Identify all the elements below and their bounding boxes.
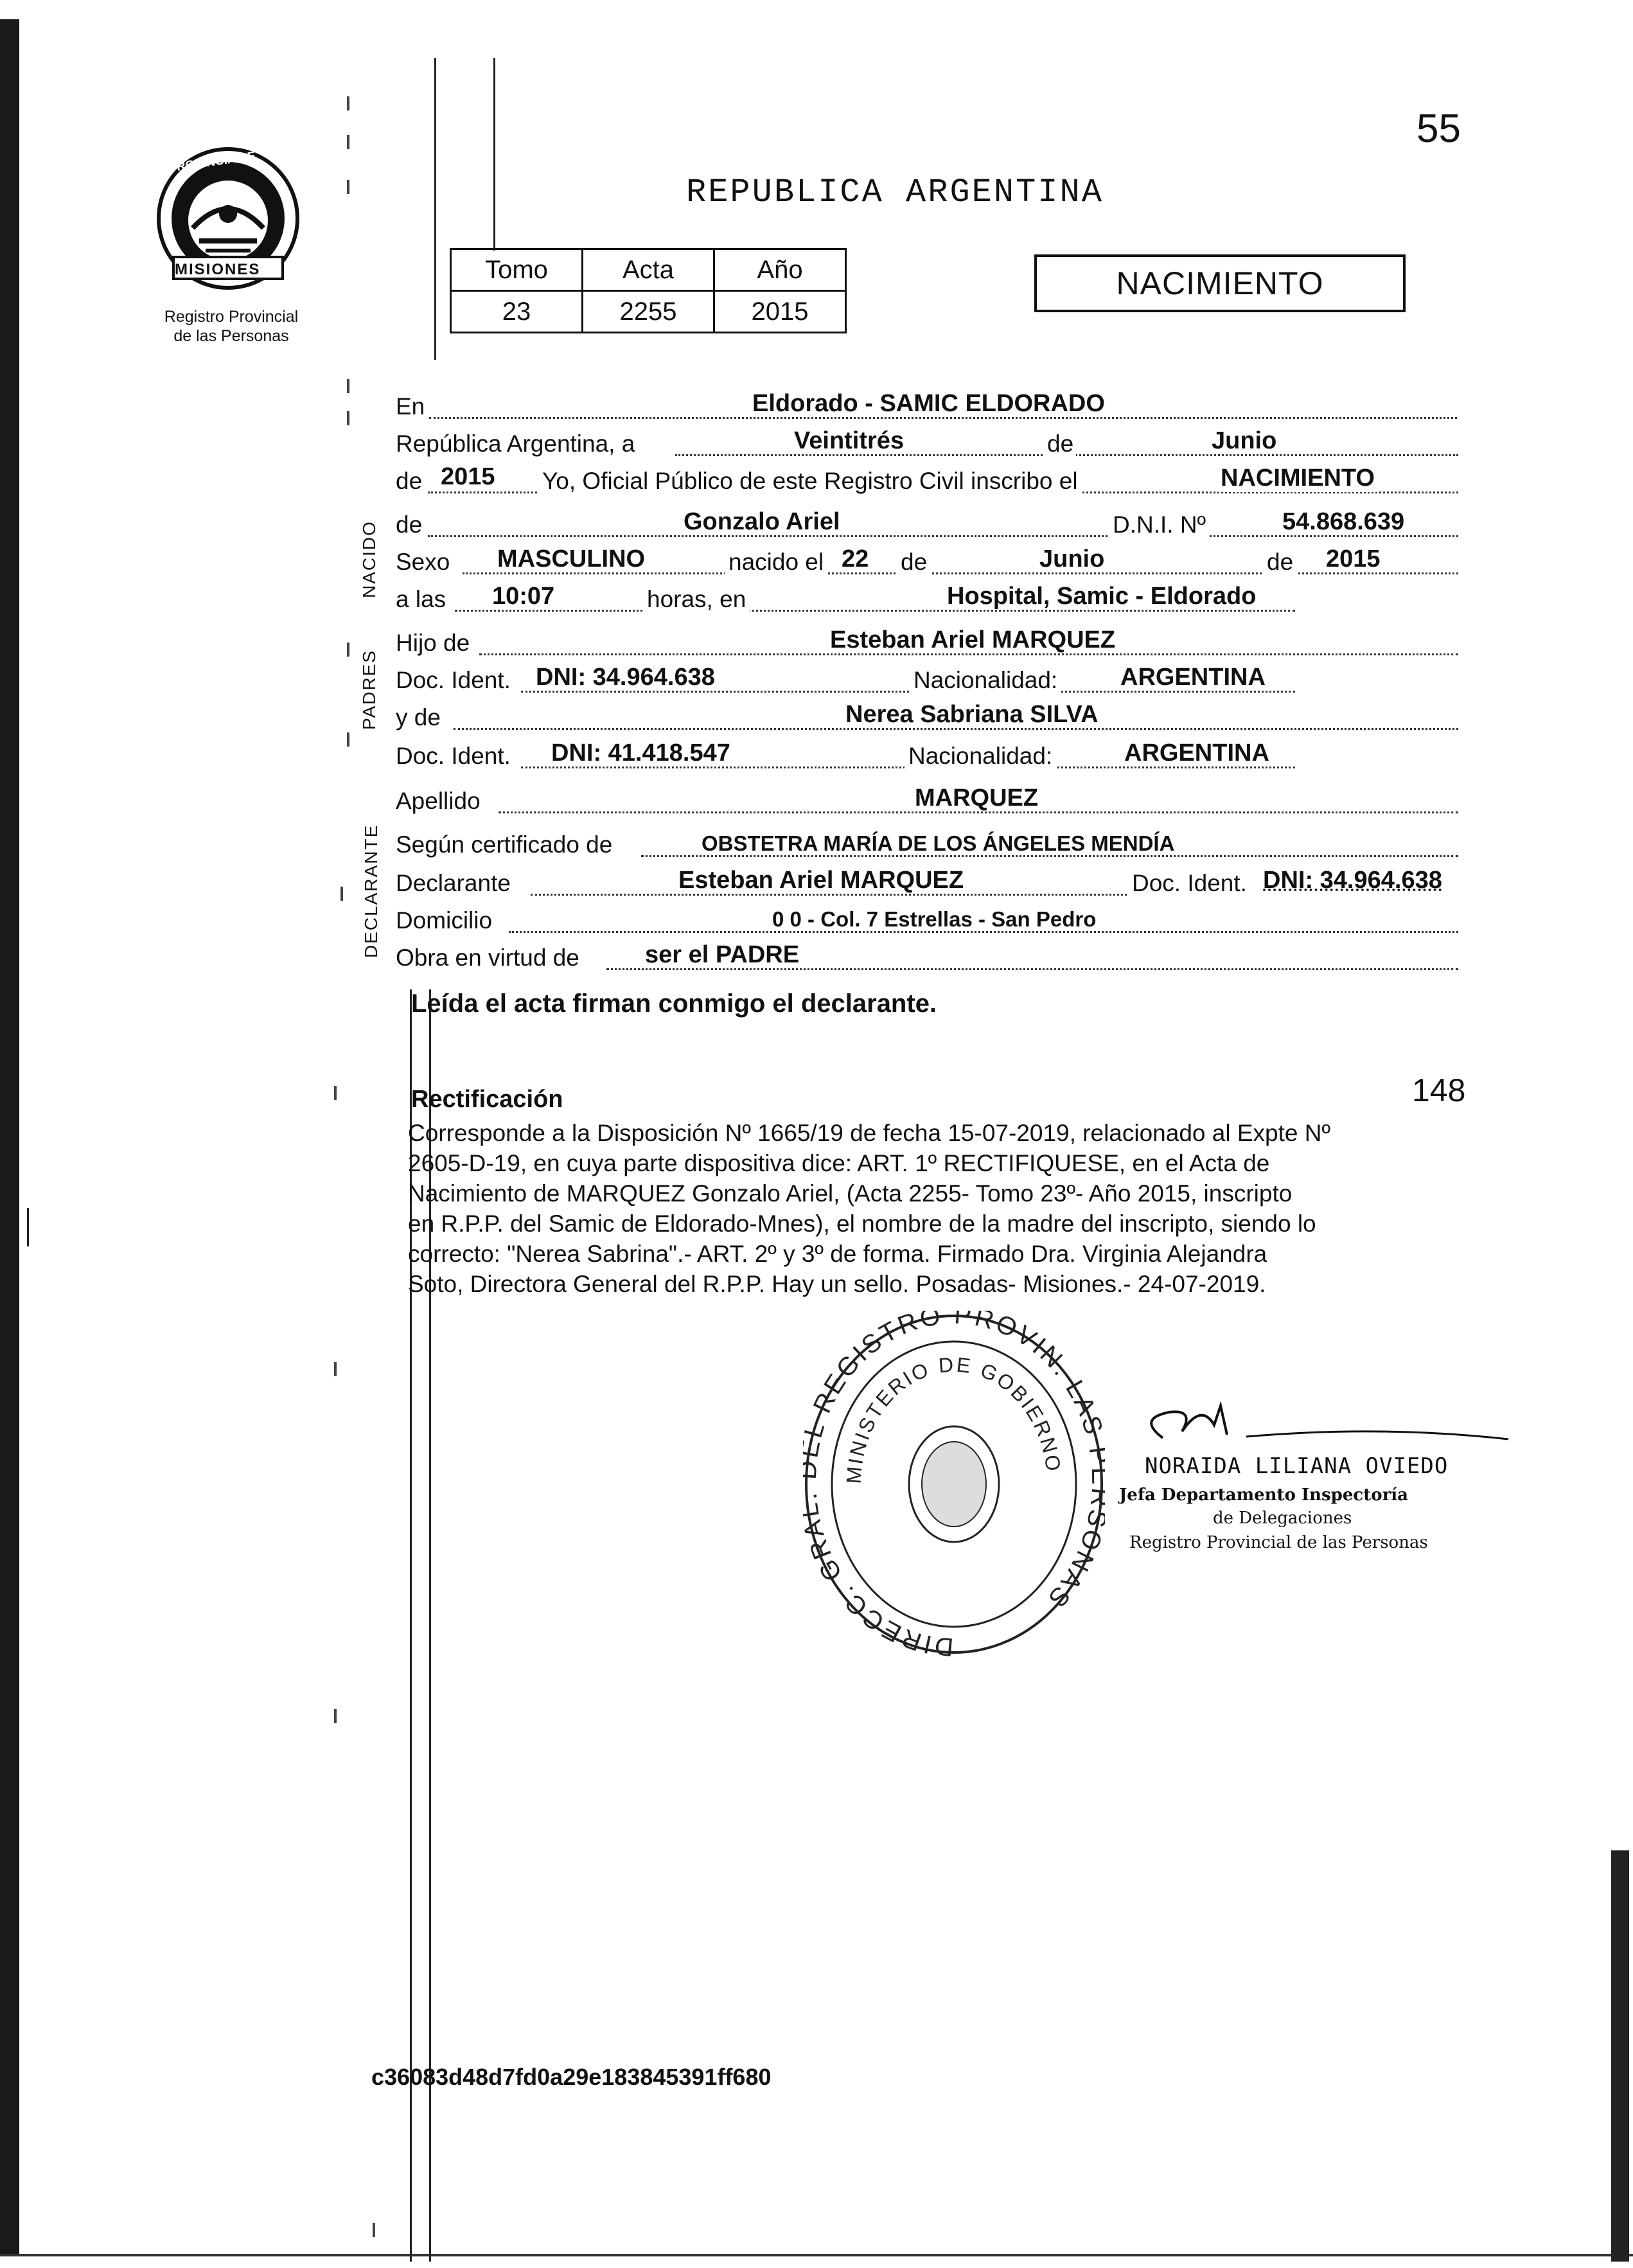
label-obra: Obra en virtud de	[396, 944, 579, 971]
label-declarante: Declarante	[396, 870, 511, 896]
section-label-padres: PADRES	[359, 649, 379, 730]
table-value-acta: 2255	[583, 291, 714, 333]
act-reference-table	[450, 248, 847, 333]
value-year: 2015	[441, 463, 495, 490]
label-doc: Doc. Ident.	[396, 667, 511, 693]
section-label-declarante: DECLARANTE	[361, 824, 381, 958]
scan-mark	[347, 379, 349, 393]
value-father-doc: DNI: 34.964.638	[536, 664, 715, 691]
value-inscription: NACIMIENTO	[1218, 465, 1377, 492]
row-mother-doc	[396, 740, 1295, 774]
row-mother	[396, 702, 1458, 735]
value-mother-nationality: ARGENTINA	[1124, 740, 1269, 766]
value-birth-place: Hospital, Samic - Eldorado	[947, 583, 1257, 610]
value-surname: MARQUEZ	[915, 784, 1039, 811]
scan-mark	[27, 1208, 29, 1246]
logo-caption	[141, 307, 321, 346]
label-hijo: Hijo de	[396, 630, 470, 656]
value-mother-name: Nerea Sabriana SILVA	[845, 701, 1099, 728]
label-nacionalidad2: Nacionalidad:	[905, 743, 1056, 770]
logo-caption-line: Registro Provincial	[164, 308, 299, 326]
table-header-anio: Año	[714, 249, 846, 291]
closing-statement: Leída el acta firman conmigo el declarante.	[411, 989, 937, 1018]
value-address: 0 0 - Col. 7 Estrellas - San Pedro	[772, 907, 1097, 931]
scan-mark	[334, 1362, 337, 1376]
signatory-title: Registro Provincial de las Personas	[1129, 1533, 1428, 1552]
label-year-de: de	[396, 468, 423, 494]
value-time: 10:07	[492, 583, 555, 610]
rectification-title: Rectificación	[411, 1086, 563, 1113]
scan-edge-right	[1611, 1850, 1629, 2262]
value-child-dni: 54.868.639	[1282, 508, 1405, 535]
value-father-nationality: ARGENTINA	[1120, 664, 1266, 691]
signatory-title: Jefa Departamento Inspectoría	[1119, 1485, 1408, 1505]
row-date	[396, 428, 1458, 461]
rectification-line: Soto, Directora General del R.P.P. Hay un sello. Posadas- Misiones.- 24-07-2019.	[408, 1271, 1266, 1297]
label-yo: Yo, Oficial Público de este Registro Civil inscribo el	[538, 468, 1082, 495]
scan-mark	[340, 887, 343, 901]
scan-edge-left	[0, 19, 19, 2255]
rectification-body	[408, 1118, 1468, 1299]
scan-edge-bottom	[0, 2254, 1633, 2256]
scan-mark	[334, 1086, 337, 1100]
label-de4: de	[1263, 549, 1297, 576]
label-dni: D.N.I. Nº	[1109, 511, 1210, 538]
scan-mark	[334, 1709, 337, 1723]
value-declarant: Esteban Ariel MARQUEZ	[678, 867, 964, 894]
rectification-line: Corresponde a la Disposición Nº 1665/19 de fecha 15-07-2019, relacionado al Expte Nº	[408, 1120, 1330, 1146]
scan-mark	[347, 411, 349, 425]
value-certificate: OBSTETRA MARÍA DE LOS ÁNGELES MENDÍA	[702, 831, 1175, 855]
label-sexo: Sexo	[396, 549, 450, 575]
fold-line	[493, 58, 495, 251]
scan-mark	[373, 2223, 375, 2237]
label-yde: y de	[396, 704, 441, 731]
row-surname	[396, 785, 1458, 819]
stamp-ring-text: DIRECC. GR REGISTRO PROVIN. LA ONAS	[803, 1311, 1105, 1658]
row-year	[396, 465, 1458, 499]
label-horas: horas, en	[643, 586, 750, 613]
logo-caption-line: de las Personas	[173, 327, 289, 345]
table-header-tomo: Tomo	[451, 249, 583, 291]
row-time	[396, 583, 1295, 617]
scan-mark	[347, 135, 349, 149]
rectification-line: Nacimiento de MARQUEZ Gonzalo Ariel, (Acta 2255- Tomo 23º- Año 2015, inscripto	[408, 1180, 1293, 1207]
fold-line	[434, 58, 436, 360]
row-certificate	[396, 829, 1458, 862]
signatory-name: NORAIDA LILIANA OVIEDO	[1145, 1453, 1449, 1479]
value-mother-doc: DNI: 41.418.547	[551, 740, 730, 766]
label-en: En	[396, 393, 425, 420]
rectification-line: en R.P.P. del Samic de Eldorado-Mnes), el nombre de la madre del inscripto, siendo lo	[408, 1210, 1316, 1237]
country-title: REPUBLICA ARGENTINA	[686, 173, 1104, 211]
document-hash: c36083d48d7fd0a29e183845391ff680	[371, 2064, 772, 2090]
label-de3: de	[897, 549, 931, 576]
table-value-anio: 2015	[714, 291, 846, 333]
act-type-box: NACIMIENTO	[1034, 254, 1406, 312]
label-doc3: Doc. Ident.	[1128, 870, 1251, 897]
table-header-acta: Acta	[583, 249, 714, 291]
row-declarant	[396, 867, 1458, 901]
page-number: 55	[1417, 107, 1461, 151]
value-declarant-doc: DNI: 34.964.638	[1263, 867, 1442, 894]
label-de: de	[1045, 430, 1076, 457]
row-father	[396, 627, 1458, 660]
row-address	[396, 905, 1458, 938]
row-sex	[396, 546, 1458, 580]
table-value-tomo: 23	[451, 291, 583, 333]
value-sex: MASCULINO	[497, 545, 646, 572]
label-segun: Según certificado de	[396, 831, 613, 858]
scan-mark	[347, 96, 349, 111]
stamp-inner-text: MINISTERIO DE GOBIERNO	[842, 1352, 1066, 1485]
value-birth-month: Junio	[1039, 545, 1105, 572]
logo-text-bottom: MISIONES	[175, 261, 261, 278]
row-child-name	[396, 509, 1458, 542]
official-stamp	[803, 1311, 1105, 1658]
logo-text-top: PROVINCIA DE	[168, 149, 257, 175]
label-domicilio: Domicilio	[396, 907, 493, 934]
value-birth-year: 2015	[1326, 545, 1381, 572]
label-de2: de	[396, 511, 423, 538]
value-day-text: Veintitrés	[794, 427, 905, 454]
value-birth-day: 22	[842, 545, 869, 572]
row-father-doc	[396, 664, 1295, 698]
label-doc2: Doc. Ident.	[396, 743, 511, 769]
label-nacido: nacido el	[725, 549, 827, 576]
value-child-name: Gonzalo Ariel	[684, 508, 840, 535]
section-label-nacido: NACIDO	[359, 520, 379, 598]
value-place: Eldorado - SAMIC ELDORADO	[752, 390, 1105, 417]
signatory-title: de Delegaciones	[1213, 1509, 1352, 1528]
scan-mark	[347, 732, 349, 747]
value-month: Junio	[1212, 427, 1277, 454]
scan-mark	[347, 180, 349, 194]
label-alas: a las	[396, 586, 446, 612]
rectification-line: correcto: "Nerea Sabrina".- ART. 2º y 3º de forma. Firmado Dra. Virginia Alejandra	[408, 1241, 1267, 1267]
label-apellido: Apellido	[396, 788, 481, 814]
value-capacity: ser el PADRE	[645, 941, 800, 968]
row-place	[396, 391, 1458, 424]
handwritten-signature	[1124, 1399, 1510, 1457]
scan-mark	[347, 642, 349, 657]
label-republica: República Argentina, a	[396, 430, 635, 457]
value-father-name: Esteban Ariel MARQUEZ	[830, 626, 1116, 653]
row-capacity	[396, 942, 1458, 975]
rectification-line: 2605-D-19, en cuya parte dispositiva dice: ART. 1º RECTIFIQUESE, en el Acta de	[408, 1150, 1270, 1176]
rectification-number: 148	[1412, 1072, 1466, 1108]
label-nacionalidad: Nacionalidad:	[910, 667, 1061, 694]
